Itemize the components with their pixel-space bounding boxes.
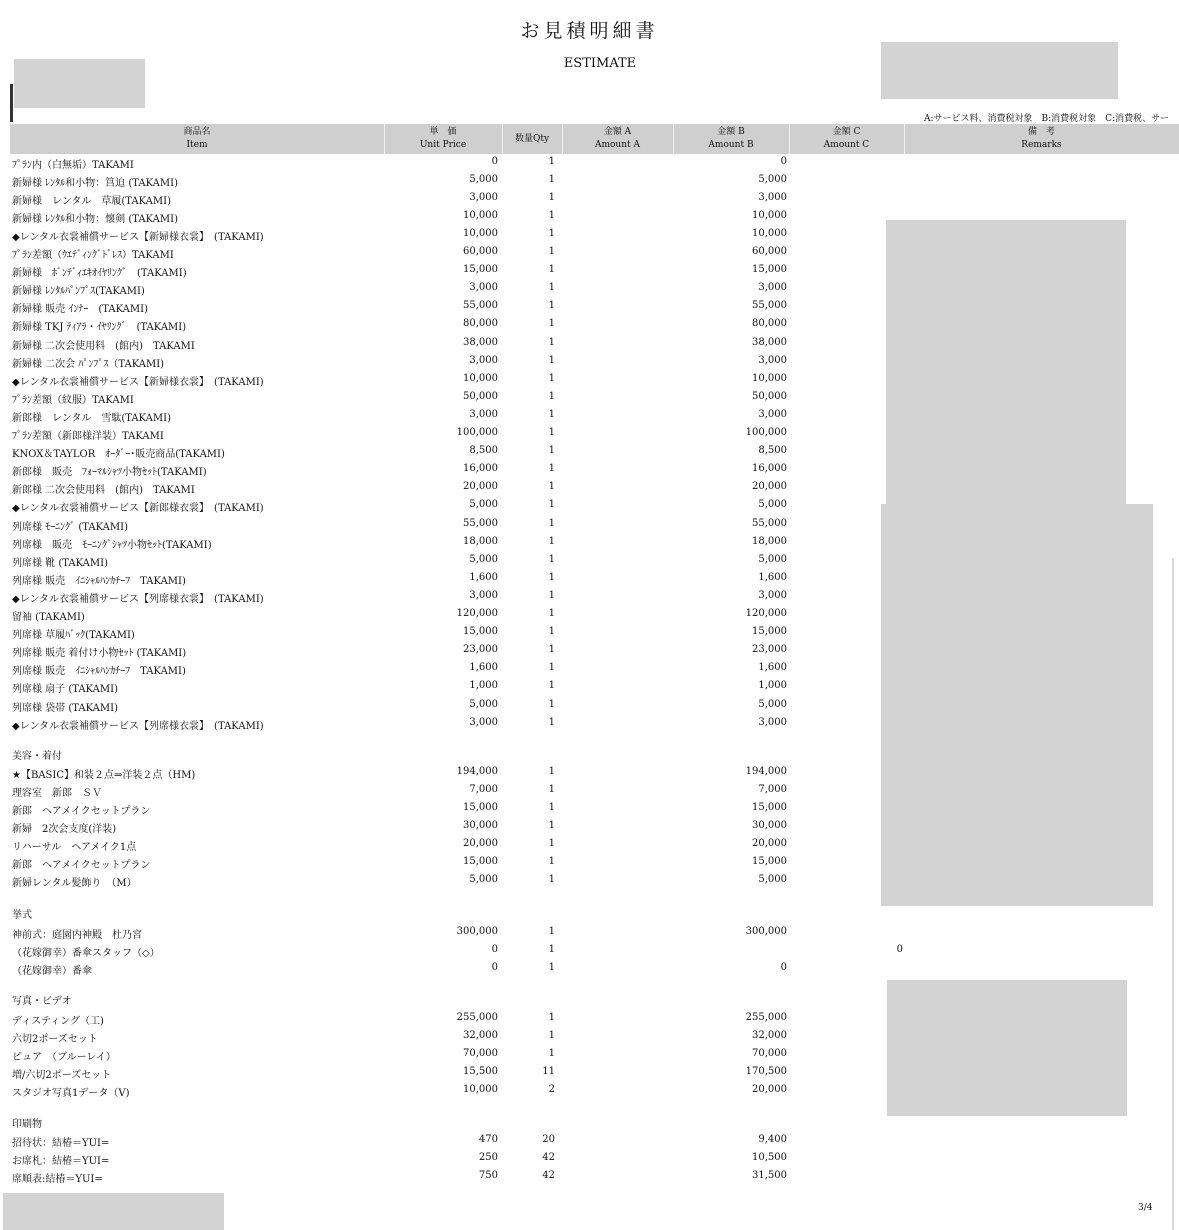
unit-price: 3,000 <box>469 191 498 203</box>
header-item: 商品名 Item <box>183 127 211 150</box>
quantity: 1 <box>548 943 555 955</box>
item-name: スタジオ写真1データ（V) <box>12 1087 130 1099</box>
quantity: 1 <box>548 336 555 348</box>
quantity: 1 <box>548 589 555 601</box>
item-name: 留袖 (TAKAMI) <box>12 612 85 623</box>
amount-b: 55,000 <box>752 300 787 312</box>
unit-price: 5,000 <box>469 499 498 511</box>
amount-b: 170,500 <box>745 1065 787 1077</box>
quantity: 1 <box>548 191 555 203</box>
amount-b: 20,000 <box>752 1083 787 1095</box>
amount-b: 5,000 <box>758 499 787 511</box>
header-unit-price: 単 価 Unit Price <box>419 127 467 150</box>
item-name: 列席様 販売 着付け小物ｾｯﾄ (TAKAMI) <box>12 648 187 660</box>
unit-price: 5,000 <box>469 874 498 886</box>
unit-price: 1,000 <box>469 680 498 692</box>
amount-b: 32,000 <box>752 1029 787 1041</box>
unit-price: 3,000 <box>469 716 498 728</box>
quantity: 1 <box>548 427 555 438</box>
unit-price: 70,000 <box>463 1047 498 1059</box>
unit-price: 120,000 <box>456 608 498 619</box>
quantity: 1 <box>548 1029 555 1041</box>
unit-price: 3,000 <box>469 354 498 366</box>
amount-b: 10,000 <box>752 209 787 221</box>
amount-b: 10,000 <box>752 227 787 239</box>
table-row <box>0 1084 1179 1102</box>
unit-price: 20,000 <box>463 481 498 493</box>
table-row <box>0 820 1179 838</box>
item-name: （花嫁御幸）番傘 <box>12 965 92 977</box>
header-qty: 数量Qty <box>514 134 550 144</box>
document-subtitle: ESTIMATE <box>563 56 637 71</box>
table-row <box>0 874 1179 892</box>
item-name: 列席様 販売 ﾓｰﾆﾝｸﾞｼｬﾂ小物ｾｯﾄ(TAKAMI) <box>12 539 212 551</box>
item-name: 増/六切2ポーズセット <box>12 1069 112 1081</box>
quantity: 1 <box>548 961 555 973</box>
unit-price: 470 <box>478 1134 498 1145</box>
item-name: 神前式：庭園内神殿 杜乃宮 <box>12 929 142 941</box>
table-row <box>0 536 1179 554</box>
table-row <box>0 264 1179 282</box>
unit-price: 0 <box>491 943 498 955</box>
unit-price: 8,500 <box>469 445 498 457</box>
amount-b: 10,000 <box>752 372 787 384</box>
table-row <box>0 409 1179 427</box>
redacted-logo-block <box>14 59 145 108</box>
quantity: 1 <box>548 1011 555 1023</box>
amount-c: 0 <box>896 943 903 955</box>
quantity: 1 <box>548 264 555 276</box>
unit-price: 194,000 <box>456 765 498 777</box>
amount-b: 20,000 <box>752 837 787 849</box>
table-row <box>0 228 1179 246</box>
item-name: ◆レンタル衣裳補償サービス【新婦様衣裳】 (TAKAMI) <box>12 376 264 388</box>
amount-b: 3,000 <box>758 716 787 728</box>
item-name: （花嫁御幸）番傘スタッフ（◇） <box>12 947 160 959</box>
amount-b: 70,000 <box>752 1047 787 1059</box>
table-row <box>0 802 1179 820</box>
table-row <box>0 1170 1179 1188</box>
quantity: 1 <box>548 499 555 511</box>
unit-price: 15,500 <box>463 1065 498 1077</box>
quantity: 1 <box>548 716 555 728</box>
item-name: 新郎 ヘアメイクセットプラン <box>12 860 151 871</box>
quantity: 1 <box>548 856 555 867</box>
quantity: 1 <box>548 463 555 475</box>
table-row <box>0 463 1179 481</box>
amount-b: 7,000 <box>758 783 787 795</box>
section-heading-ceremony: 挙式 <box>12 910 32 921</box>
item-name: ◆レンタル衣裳補償サービス【列席様衣裳】 (TAKAMI) <box>12 720 264 732</box>
quantity: 1 <box>548 680 555 692</box>
amount-b: 3,000 <box>758 354 787 366</box>
amount-b: 194,000 <box>745 765 787 777</box>
amount-b: 120,000 <box>745 608 787 619</box>
table-row <box>0 944 1179 962</box>
table-row <box>0 962 1179 980</box>
amount-b: 15,000 <box>752 856 787 867</box>
item-name: 新郎様 二次会使用料 (館内) TAKAMI <box>12 485 195 497</box>
table-row <box>0 192 1179 210</box>
unit-price: 55,000 <box>463 517 498 529</box>
item-name: 新婦様 販売 ｲﾝﾅｰ (TAKAMI) <box>12 304 148 316</box>
unit-price: 38,000 <box>463 336 498 348</box>
quantity: 1 <box>548 372 555 384</box>
unit-price: 23,000 <box>463 644 498 656</box>
quantity: 1 <box>548 783 555 795</box>
table-row <box>0 590 1179 608</box>
quantity: 11 <box>542 1065 555 1077</box>
table-row <box>0 926 1179 944</box>
quantity: 1 <box>548 318 555 330</box>
item-name: ◆レンタル衣裳補償サービス【新婦様衣裳】 (TAKAMI) <box>12 231 264 243</box>
amount-b: 20,000 <box>752 481 787 493</box>
amount-b: 3,000 <box>758 589 787 601</box>
quantity: 1 <box>548 819 555 831</box>
header-remarks: 備 考 Remarks <box>1021 127 1062 150</box>
item-name: 新婦様 ﾚﾝﾀﾙ和小物：筥迫 (TAKAMI) <box>12 177 178 189</box>
quantity: 1 <box>548 282 555 294</box>
page-number: 3/4 <box>1138 1203 1153 1213</box>
amount-b: 38,000 <box>752 336 787 348</box>
unit-price: 3,000 <box>469 282 498 294</box>
item-name: 新婦様 ﾚﾝﾀﾙﾊﾟﾝﾌﾟｽ(TAKAMI) <box>12 286 145 298</box>
unit-price: 1,600 <box>469 571 498 583</box>
amount-b: 18,000 <box>752 535 787 547</box>
amount-b: 55,000 <box>752 517 787 529</box>
table-row <box>0 499 1179 517</box>
item-name: 列席様 ﾓｰﾆﾝｸﾞ (TAKAMI) <box>12 521 128 533</box>
table-row <box>0 518 1179 536</box>
table-row <box>0 1030 1179 1048</box>
table-row <box>0 1048 1179 1066</box>
amount-b: 16,000 <box>752 463 787 475</box>
section-heading-beauty: 美容・着付 <box>12 751 62 762</box>
unit-price: 0 <box>491 961 498 973</box>
quantity: 1 <box>548 553 555 565</box>
amount-b: 0 <box>780 155 787 167</box>
item-name: ★【BASIC】和装２点⇒洋装２点（HM) <box>12 769 196 781</box>
quantity: 1 <box>548 837 555 849</box>
unit-price: 10,000 <box>463 227 498 239</box>
table-header <box>10 124 1179 154</box>
unit-price: 15,000 <box>463 801 498 813</box>
section-heading-print: 印刷物 <box>12 1119 42 1130</box>
unit-price: 3,000 <box>469 589 498 601</box>
quantity: 1 <box>548 1047 555 1059</box>
item-name: ディスティング（工) <box>12 1015 104 1027</box>
unit-price: 16,000 <box>463 463 498 475</box>
amount-b: 15,000 <box>752 626 787 638</box>
unit-price: 100,000 <box>456 427 498 438</box>
item-name: 列席様 靴 (TAKAMI) <box>12 557 108 569</box>
header-amount-b: 金額 B Amount B <box>708 127 754 150</box>
amount-b: 300,000 <box>745 925 787 937</box>
quantity: 1 <box>548 155 555 167</box>
table-row <box>0 282 1179 300</box>
unit-price: 750 <box>478 1170 498 1182</box>
unit-price: 250 <box>478 1152 498 1164</box>
quantity: 1 <box>548 246 555 257</box>
item-name: 新郎様 レンタル 雪駄(TAKAMI) <box>12 412 171 424</box>
item-name: 六切2ポーズセット <box>12 1033 98 1045</box>
amount-b: 5,000 <box>758 874 787 886</box>
quantity: 2 <box>548 1083 555 1095</box>
item-name: KNOX＆TAYLOR ｵｰﾀﾞｰ･販売商品(TAKAMI) <box>12 449 225 461</box>
amount-b: 15,000 <box>752 264 787 276</box>
amount-b: 80,000 <box>752 318 787 330</box>
item-name: ﾌﾟﾗﾝ差額（紋服）TAKAMI <box>12 394 134 406</box>
unit-price: 1,600 <box>469 662 498 674</box>
table-row <box>0 717 1179 735</box>
quantity: 1 <box>548 445 555 457</box>
unit-price: 15,000 <box>463 264 498 276</box>
quantity: 1 <box>548 390 555 402</box>
unit-price: 3,000 <box>469 408 498 420</box>
item-name: 新婦 2次会支度(洋装) <box>12 823 117 835</box>
amount-b: 5,000 <box>758 553 787 565</box>
amount-b: 5,000 <box>758 698 787 710</box>
unit-price: 20,000 <box>463 837 498 849</box>
unit-price: 15,000 <box>463 626 498 638</box>
item-name: 列席様 販売 ｲﾆｼｬﾙﾊﾝｶﾁｰﾌ TAKAMI) <box>12 666 186 678</box>
amount-b: 31,500 <box>752 1170 787 1182</box>
redacted-stamp-block <box>881 42 1118 99</box>
item-name: 新婦様 ﾎﾞﾝﾃﾞｨｴｷｵｲﾔﾘﾝｸﾞ (TAKAMI) <box>12 268 187 280</box>
amount-b: 0 <box>780 961 787 973</box>
table-row <box>0 784 1179 802</box>
document-title: お見積明細書 <box>520 20 659 42</box>
item-name: 列席様 販売 ｲﾆｼｬﾙﾊﾝｶﾁｰﾌ TAKAMI) <box>12 575 186 587</box>
table-row <box>0 355 1179 373</box>
table-row <box>0 156 1179 174</box>
quantity: 1 <box>548 874 555 886</box>
unit-price: 5,000 <box>469 173 498 185</box>
unit-price: 255,000 <box>456 1011 498 1023</box>
item-name: 新婦様 二次会 ﾊﾟﾝﾌﾟｽ（TAKAMI) <box>12 358 165 370</box>
table-row <box>0 572 1179 590</box>
item-name: ◆レンタル衣裳補償サービス【列席様衣裳】 (TAKAMI) <box>12 593 264 605</box>
header-amount-a: 金額 A Amount A <box>594 127 641 150</box>
unit-price: 7,000 <box>469 783 498 795</box>
amount-b: 9,400 <box>758 1134 787 1145</box>
item-name: お席札：結椿＝YUI= <box>12 1156 110 1168</box>
table-row <box>0 1012 1179 1030</box>
table-row <box>0 1134 1179 1152</box>
tax-legend: A:サービス料、消費税対象 B:消費税対象 C:消費税、サー <box>924 114 1170 124</box>
table-row <box>0 662 1179 680</box>
amount-b: 30,000 <box>752 819 787 831</box>
table-row <box>0 337 1179 355</box>
quantity: 1 <box>548 173 555 185</box>
item-name: 新婦レンタル髪飾り （M） <box>12 878 137 890</box>
table-row <box>0 644 1179 662</box>
section-heading-photo: 写真・ビデオ <box>12 996 72 1007</box>
item-name: ﾌﾟﾗﾝ内（白無垢）TAKAMI <box>12 159 134 171</box>
unit-price: 55,000 <box>463 300 498 312</box>
table-row <box>0 427 1179 445</box>
item-name: ﾌﾟﾗﾝ差額（ｳｴﾃﾞｨﾝｸﾞﾄﾞﾚｽ）TAKAMI <box>12 250 174 261</box>
amount-b: 60,000 <box>752 246 787 257</box>
quantity: 1 <box>548 481 555 493</box>
quantity: 1 <box>548 801 555 813</box>
amount-b: 100,000 <box>745 427 787 438</box>
amount-b: 1,000 <box>758 680 787 692</box>
table-row <box>0 391 1179 409</box>
amount-b: 5,000 <box>758 173 787 185</box>
quantity: 1 <box>548 698 555 710</box>
quantity: 1 <box>548 644 555 656</box>
table-row <box>0 856 1179 874</box>
unit-price: 300,000 <box>456 925 498 937</box>
unit-price: 10,000 <box>463 209 498 221</box>
amount-b: 255,000 <box>745 1011 787 1023</box>
table-row <box>0 300 1179 318</box>
item-name: 新郎様 販売 ﾌｫｰﾏﾙｼｬﾂ小物ｾｯﾄ(TAKAMI) <box>12 467 207 479</box>
amount-b: 3,000 <box>758 191 787 203</box>
unit-price: 50,000 <box>463 390 498 402</box>
table-row <box>0 699 1179 717</box>
table-row <box>0 608 1179 626</box>
left-edge-mark <box>10 84 13 122</box>
quantity: 1 <box>548 300 555 312</box>
quantity: 1 <box>548 925 555 937</box>
item-name: 新婦様 二次会使用料 (館内) TAKAMI <box>12 340 195 352</box>
table-row <box>0 246 1179 264</box>
quantity: 1 <box>548 571 555 583</box>
quantity: 1 <box>548 354 555 366</box>
item-name: 列席様 袋帯 (TAKAMI) <box>12 702 118 714</box>
table-row <box>0 445 1179 463</box>
item-name: 新婦様 TKJ ﾃｨｱﾗ・ｲﾔﾘﾝｸﾞ (TAKAMI) <box>12 322 187 334</box>
table-row <box>0 838 1179 856</box>
unit-price: 18,000 <box>463 535 498 547</box>
item-name: 新婦様 ﾚﾝﾀﾙ和小物：懐剣 (TAKAMI) <box>12 213 178 225</box>
item-name: ◆レンタル衣裳補償サービス【新郎様衣裳】 (TAKAMI) <box>12 503 264 515</box>
item-name: 理容室 新郎 ＳＶ <box>12 787 102 799</box>
table-row <box>0 373 1179 391</box>
unit-price: 5,000 <box>469 553 498 565</box>
unit-price: 32,000 <box>463 1029 498 1041</box>
amount-b: 23,000 <box>752 644 787 656</box>
quantity: 1 <box>548 517 555 529</box>
item-name: 招待状：結椿＝YUI= <box>12 1138 110 1149</box>
table-row <box>0 626 1179 644</box>
unit-price: 15,000 <box>463 856 498 867</box>
item-name: 新婦様 レンタル 草履(TAKAMI) <box>12 195 171 207</box>
amount-b: 1,600 <box>758 662 787 674</box>
quantity: 1 <box>548 535 555 547</box>
unit-price: 80,000 <box>463 318 498 330</box>
unit-price: 60,000 <box>463 246 498 257</box>
item-name: リハーサル ヘアメイク1点 <box>12 841 137 853</box>
amount-b: 8,500 <box>758 445 787 457</box>
table-row <box>0 210 1179 228</box>
item-name: 新郎 ヘアメイクセットプラン <box>12 805 151 817</box>
table-row <box>0 1066 1179 1084</box>
amount-b: 3,000 <box>758 408 787 420</box>
amount-b: 50,000 <box>752 390 787 402</box>
table-row <box>0 680 1179 698</box>
amount-b: 10,500 <box>752 1152 787 1164</box>
quantity: 42 <box>542 1170 555 1182</box>
quantity: 1 <box>548 662 555 674</box>
quantity: 1 <box>548 209 555 221</box>
quantity: 1 <box>548 626 555 638</box>
table-row <box>0 766 1179 784</box>
item-name: 列席様 扇子 (TAKAMI) <box>12 684 118 696</box>
amount-b: 3,000 <box>758 282 787 294</box>
item-name: ピュア （ブルーレイ） <box>12 1051 116 1063</box>
table-row <box>0 318 1179 336</box>
quantity: 1 <box>548 408 555 420</box>
amount-b: 15,000 <box>752 801 787 813</box>
header-amount-c: 金額 C Amount C <box>823 127 870 150</box>
unit-price: 30,000 <box>463 819 498 831</box>
unit-price: 10,000 <box>463 1083 498 1095</box>
quantity: 1 <box>548 765 555 777</box>
table-row <box>0 481 1179 499</box>
quantity: 1 <box>548 227 555 239</box>
amount-b: 1,600 <box>758 571 787 583</box>
table-row <box>0 554 1179 572</box>
unit-price: 0 <box>491 155 498 167</box>
redacted-footer-block <box>3 1193 224 1230</box>
unit-price: 5,000 <box>469 698 498 710</box>
quantity: 42 <box>542 1152 555 1164</box>
item-name: 席順表:結椿＝YUI= <box>12 1174 103 1186</box>
item-name: 列席様 草履ﾊﾞｯｸ(TAKAMI) <box>12 630 135 642</box>
table-row <box>0 174 1179 192</box>
item-name: ﾌﾟﾗﾝ差額（新郎様洋装）TAKAMI <box>12 431 164 442</box>
unit-price: 10,000 <box>463 372 498 384</box>
table-row <box>0 1152 1179 1170</box>
quantity: 20 <box>542 1134 555 1145</box>
quantity: 1 <box>548 608 555 619</box>
